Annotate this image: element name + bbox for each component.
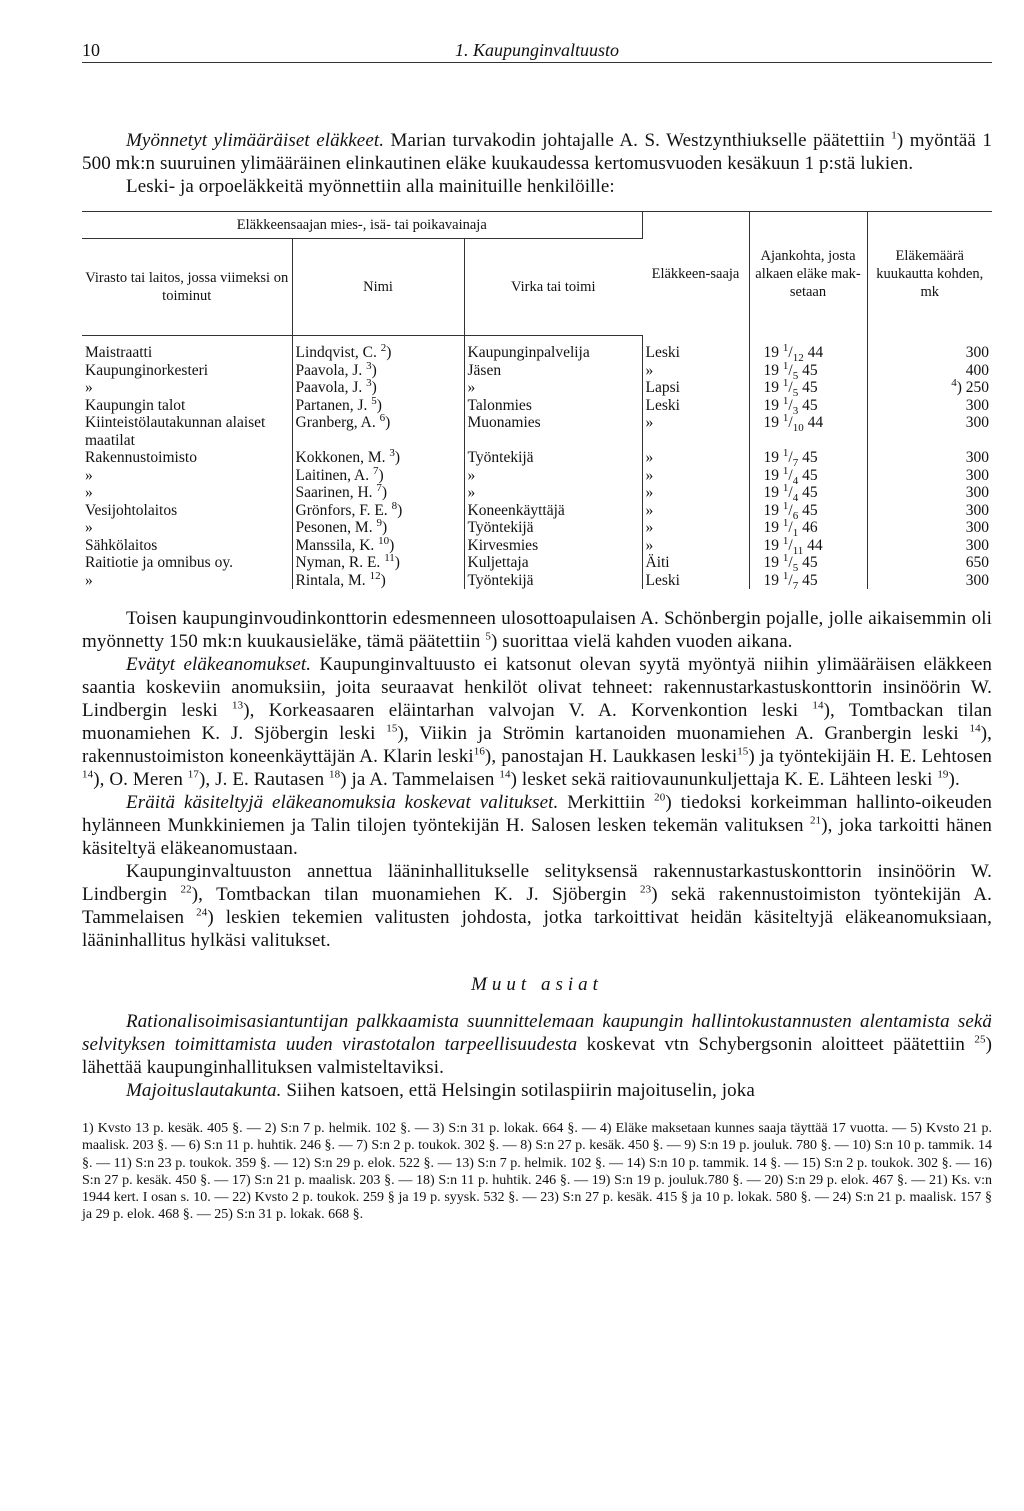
cell-start-date: 19 $^1/_5$ 45	[749, 379, 867, 397]
cell-amount: 300	[965, 536, 989, 554]
cell-recipient: Leski	[642, 336, 749, 362]
running-title: 1. Kaupunginvaltuusto	[454, 40, 619, 60]
cell-position: Kirvesmies	[464, 537, 642, 555]
table-row	[82, 484, 992, 502]
heading-billeting-board: Majoituslautakunta.	[126, 1080, 282, 1101]
cell-recipient: »	[642, 502, 749, 520]
cell-office: Sähkölaitos	[82, 537, 292, 555]
cell-amount: 300	[965, 343, 989, 361]
cell-office: »	[82, 379, 292, 397]
cell-office: Vesijohtolaitos	[82, 502, 292, 520]
cell-amount: 300	[965, 449, 989, 466]
col-header-start-date: Ajankohta, josta alkaen eläke mak-setaan	[749, 212, 867, 336]
cell-position: Koneenkäyttäjä	[464, 502, 642, 520]
paragraph-granted-pensions: Myönnetyt ylimääräiset eläkkeet. Marian turvakodin johtajalle A. S. Westzynthiukselle päätettiin $^1$) myöntää 1 500 mk:n suuruinen ylimääräinen elinkautinen eläke kuukaudessa kertomusvuoden kesäkuun 1 p:stä lukien.	[82, 129, 992, 174]
cell-start-date: 19 $^1/_4$ 45	[749, 467, 867, 485]
cell-amount: 300	[965, 484, 989, 501]
cell-amount: 400	[965, 361, 989, 379]
cell-recipient: »	[642, 484, 749, 502]
table-row	[82, 502, 992, 520]
cell-start-date: 19 $^1/_5$ 45	[749, 554, 867, 572]
cell-office: »	[82, 467, 292, 485]
heading-appeals: Eräitä käsiteltyjä eläkeanomuksia koskevat valitukset.	[126, 792, 559, 813]
cell-office: Kaupunginorkesteri	[82, 362, 292, 380]
cell-name: Laitinen, A. $^7$)	[292, 467, 464, 485]
cell-recipient: »	[642, 414, 749, 449]
paragraph-widow-pensions: Leski- ja orpoeläkkeitä myönnettiin alla mainituille henkilöille:	[126, 176, 615, 197]
cell-start-date: 19 $^1/_{12}$ 44	[749, 336, 867, 362]
cell-start-date: 19 $^1/_1$ 46	[749, 519, 867, 537]
table-row	[82, 449, 992, 467]
paragraph-billeting-board: Majoituslautakunta. Siihen katsoen, että Helsingin sotilaspiirin majoituselin, joka	[126, 1080, 755, 1101]
paragraph-denied-applications: Evätyt eläkeanomukset. Kaupunginvaltuusto ei katsonut olevan syytä myöntyä niihin ylimääräisen eläkkeen saantia koskeviin anomuksiin, joita seuraavat henkilöt olivat tehneet: rakennustarkastuskonttorin insinöörin W. Lindbergin leski $^{13}$), Korkeasaaren eläintarhan valvojan V. A. Korvenkontion leski $^{14}$), Tomtbackan tilan muonamiehen K. J. Sjöbergin leski $^{15}$), Viikin ja Strömin kartanoiden muonamiehen A. Granbergin leski $^{14}$), rakennustoimiston koneenkäyttäjän A. Klarin leski$^{16}$), panostajan H. Laukkasen leski$^{15}$) ja työntekijäin H. E. Lehtosen $^{14}$), O. Meren $^{17}$), J. E. Rautasen $^{18}$) ja A. Tammelaisen $^{14}$) lesket sekä raitiovaununkuljettaja K. E. Lähteen leski $^{19}$).	[82, 654, 993, 790]
document-page	[82, 30, 992, 1224]
cell-name: Paavola, J. $^3$)	[292, 362, 464, 380]
table-row	[82, 572, 992, 590]
col-header-position: Virka tai toimi	[464, 239, 642, 336]
table-row	[82, 537, 992, 555]
page-header	[82, 30, 992, 63]
heading-denied-applications: Evätyt eläkeanomukset.	[126, 654, 312, 675]
col-header-name: Nimi	[292, 239, 464, 336]
cell-recipient: Lapsi	[642, 379, 749, 397]
cell-name: Kokkonen, M. $^3$)	[292, 449, 464, 467]
cell-amount: 300	[965, 571, 989, 589]
cell-name: Nyman, R. E. $^{11}$)	[292, 554, 464, 572]
table-row	[82, 519, 992, 537]
cell-name: Rintala, M. $^{12}$)	[292, 572, 464, 590]
table-row	[82, 554, 992, 572]
cell-name: Lindqvist, C. $^2$)	[292, 336, 464, 362]
cell-name: Manssila, K. $^{10}$)	[292, 537, 464, 555]
paragraph-statement: Kaupunginvaltuuston annettua lääninhallitukselle selityksensä rakennustarkastuskonttorin insinöörin W. Lindbergin $^{22}$), Tomtbackan tilan muonamiehen K. J. Sjöbergin $^{23}$) sekä rakennustoimiston työntekijän A. Tammelaisen $^{24}$) leskien tekemien valitusten johdosta, jotka tarkoittivat heidän käsiteltyjä eläkeanomuksiaan, lääninhallitus hylkäsi valitukset.	[82, 861, 992, 951]
section-title-other-matters: Muut asiat	[471, 974, 603, 995]
cell-position: Kaupunginpalvelija	[464, 336, 642, 362]
cell-position: Muonamies	[464, 414, 642, 449]
cell-position: »	[464, 467, 642, 485]
cell-start-date: 19 $^1/_5$ 45	[749, 362, 867, 380]
table-row	[82, 397, 992, 415]
cell-name: Saarinen, H. $^7$)	[292, 484, 464, 502]
cell-start-date: 19 $^1/_6$ 45	[749, 502, 867, 520]
cell-position: »	[464, 484, 642, 502]
cell-name: Granberg, A. $^6$)	[292, 414, 464, 449]
table-row	[82, 336, 992, 362]
cell-position: Talonmies	[464, 397, 642, 415]
cell-office: »	[82, 572, 292, 590]
table-row	[82, 379, 992, 397]
cell-recipient: »	[642, 519, 749, 537]
table-row	[82, 467, 992, 485]
footnotes	[82, 1120, 992, 1224]
cell-recipient: »	[642, 362, 749, 380]
cell-amount: 650	[965, 554, 989, 571]
cell-office: »	[82, 519, 292, 537]
cell-office: »	[82, 484, 292, 502]
heading-rationalisation: Rationalisoimisasiantuntijan palkkaamista suunnittelemaan kaupungin hallintokustannusten alentamista sekä selvityksen toimittamista uuden virastotalon tarpeellisuudesta	[82, 1011, 992, 1055]
cell-start-date: 19 $^1/_{11}$ 44	[749, 537, 867, 555]
cell-position: »	[464, 379, 642, 397]
col-header-office: Virasto tai laitos, jossa viimeksi on toiminut	[82, 239, 292, 336]
cell-office: Kaupungin talot	[82, 397, 292, 415]
table-row	[82, 414, 992, 449]
cell-start-date: 19 $^1/_7$ 45	[749, 449, 867, 467]
table-row	[82, 362, 992, 380]
cell-office: Rakennustoimisto	[82, 449, 292, 467]
cell-recipient: »	[642, 449, 749, 467]
cell-position: Työntekijä	[464, 519, 642, 537]
cell-amount: 300	[965, 466, 989, 484]
cell-start-date: 19 $^1/_7$ 45	[749, 572, 867, 590]
cell-position: Jäsen	[464, 362, 642, 380]
cell-start-date: 19 $^1/_{10}$ 44	[749, 414, 867, 449]
paragraph-schonberg: Toisen kaupunginvoudinkonttorin edesmenneen ulosottoapulaisen A. Schönbergin pojalle, jolle aikaisemmin oli myönnetty 150 mk:n kuukausieläke, tämä päätettiin $^5$) suorittaa vielä kahden vuoden aikana.	[82, 608, 992, 652]
cell-name: Partanen, J. $^5$)	[292, 397, 464, 415]
cell-name: Grönfors, F. E. $^8$)	[292, 502, 464, 520]
paragraph-rationalisation: Rationalisoimisasiantuntijan palkkaamista suunnittelemaan kaupungin hallintokustannusten alentamista sekä selvityksen toimittamista uuden virastotalon tarpeellisuudesta koskevat vtn Schybergsonin aloitteet päätettiin $^{25}$) lähettää kaupunginhallituksen valmisteltaviksi.	[82, 1011, 992, 1078]
cell-amount: 300	[965, 396, 989, 414]
cell-recipient: Äiti	[642, 554, 749, 572]
col-header-recipient: Eläkkeen-saaja	[642, 212, 749, 336]
cell-recipient: Leski	[642, 397, 749, 415]
col-header-amount: Eläkemäärä kuukautta kohden, mk	[867, 212, 992, 336]
cell-amount: 300	[965, 519, 989, 536]
cell-position: Työntekijä	[464, 449, 642, 467]
cell-office: Kiinteistölautakunnan alaiset maatilat	[82, 414, 292, 449]
group-header-deceased: Eläkkeensaajan mies-, isä- tai poikavainaja	[82, 212, 642, 239]
cell-start-date: 19 $^1/_4$ 45	[749, 484, 867, 502]
cell-amount: $^4$) 250	[951, 376, 989, 396]
cell-office: Raitiotie ja omnibus oy.	[82, 554, 292, 572]
cell-position: Kuljettaja	[464, 554, 642, 572]
pension-table	[82, 211, 992, 592]
cell-amount: 300	[965, 501, 989, 519]
cell-name: Pesonen, M. $^9$)	[292, 519, 464, 537]
footnote-text: 1) Kvsto 13 p. kesäk. 405 §. — 2) S:n 7 p. helmik. 102 §. — 3) S:n 31 p. lokak. 664 §. — 4) Eläke maksetaan kunnes saaja täyttää 17 vuotta. — 5) Kvsto 21 p. maalisk. 203 §. — 6) S:n 11 p. huhtik. 246 §. — 7) S:n 2 p. toukok. 302 §. — 8) S:n 27 p. kesäk. 450 §. — 9) S:n 19 p. jouluk. 780 §. — 10) S:n 10 p. tammik. 14 §. — 11) S:n 23 p. toukok. 359 §. — 12) S:n 29 p. elok. 522 §. — 13) S:n 7 p. helmik. 102 §. — 14) S:n 10 p. tammik. 14 §. — 15) S:n 2 p. toukok. 302 §. — 16) S:n 27 p. kesäk. 450 §. — 17) S:n 21 p. maalisk. 203 §. — 18) S:n 11 p. huhtik. 246 §. — 19) S:n 19 p. jouluk.780 §. — 20) S:n 29 p. elok. 467 §. — 21) Ks. v:n 1944 kert. I osan s. 10. — 22) Kvsto 2 p. toukok. 259 § ja 19 p. syysk. 532 §. — 23) S:n 27 p. kesäk. 415 § ja 10 p. lokak. 580 §. — 24) S:n 21 p. maalisk. 157 § ja 29 p. elok. 468 §. — 25) S:n 31 p. lokak. 668 §.	[82, 1121, 992, 1223]
page-number: 10	[82, 40, 100, 60]
heading-granted-pensions: Myönnetyt ylimääräiset eläkkeet.	[126, 130, 385, 151]
cell-recipient: Leski	[642, 572, 749, 590]
cell-recipient: »	[642, 467, 749, 485]
cell-start-date: 19 $^1/_3$ 45	[749, 397, 867, 415]
cell-amount: 300	[965, 414, 989, 431]
cell-recipient: »	[642, 537, 749, 555]
cell-name: Paavola, J. $^3$)	[292, 379, 464, 397]
cell-position: Työntekijä	[464, 572, 642, 590]
paragraph-appeals: Eräitä käsiteltyjä eläkeanomuksia koskevat valitukset. Merkittiin $^{20}$) tiedoksi korkeimman hallinto-oikeuden hylänneen Munkkiniemen ja Talin tilojen työntekijän H. Salosen lesken tekemän valituksen $^{21}$), joka tarkoitti hänen käsiteltyä eläkeanomustaan.	[82, 791, 993, 859]
cell-office: Maistraatti	[82, 336, 292, 362]
